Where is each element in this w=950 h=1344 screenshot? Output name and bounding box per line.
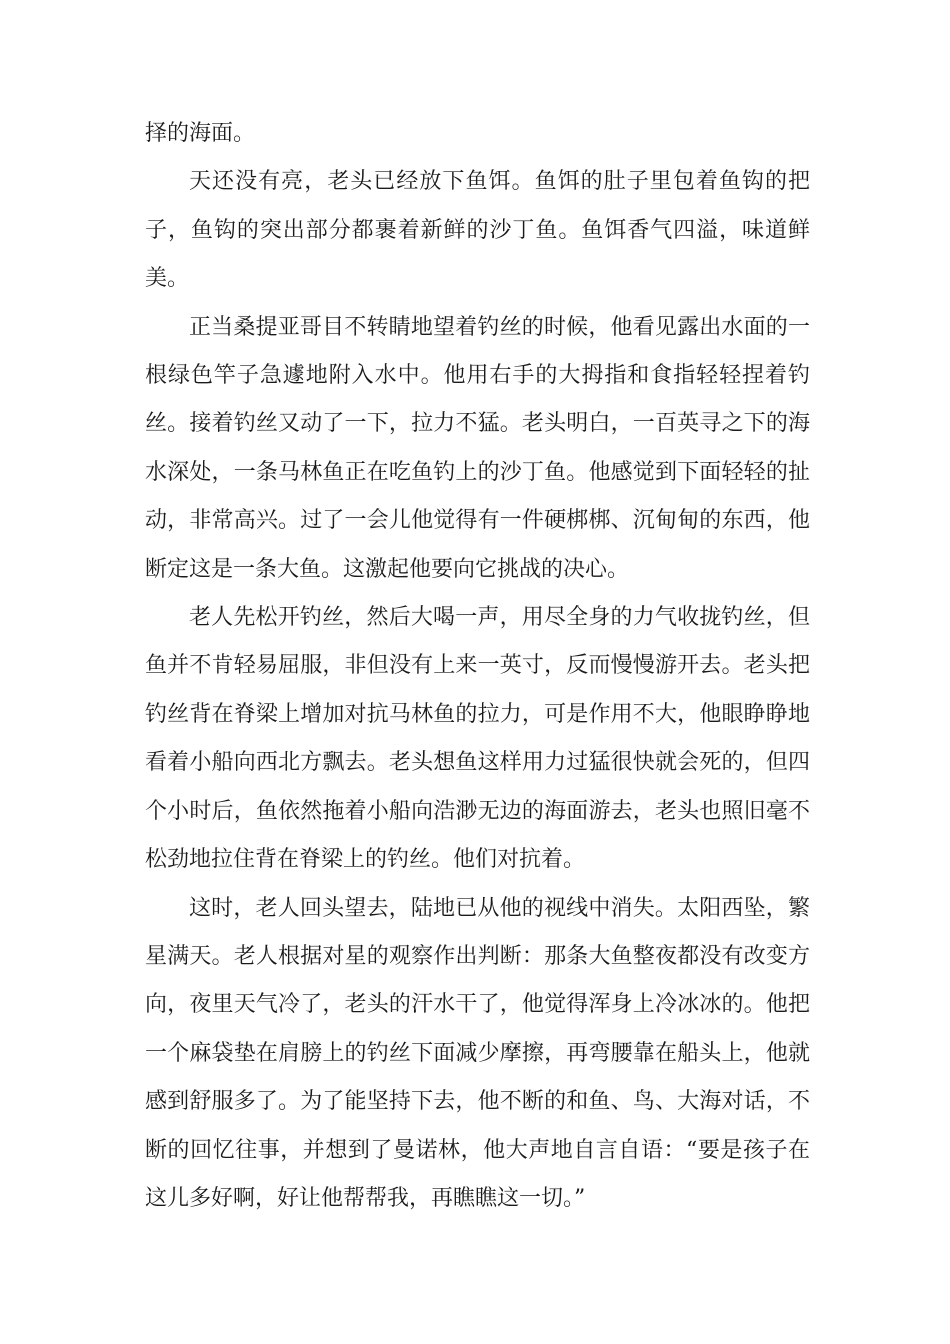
paragraph-struggle: 老人先松开钓丝，然后大喝一声，用尽全身的力气收拢钓丝，但鱼并不肯轻易屈服，非但没有上来一英寸，反而慢慢游开去。老头把钓丝背在脊梁上增加对抗马林鱼的拉力，可是作用不大，他眼睁睁地看着小船向西北方飘去。老头想鱼这样用力过猛很快就会死的，但四个小时后，鱼依然拖着小船向浩渺无边的海面游去，老头也照旧毫不松劲地拉住背在脊梁上的钓丝。他们对抗着。 [145, 605, 810, 873]
paragraph-bite: 正当桑提亚哥目不转睛地望着钓丝的时候，他看见露出水面的一根绿色竿子急遽地附入水中。他用右手的大拇指和食指轻轻捏着钓丝。接着钓丝又动了一下，拉力不猛。老头明白，一百英寻之下的海水深处，一条马林鱼正在吃鱼钓上的沙丁鱼。他感觉到下面轻轻的扯动，非常高兴。过了一会儿他觉得有一件硬梆梆、沉甸甸的东西，他断定这是一条大鱼。这激起他要向它挑战的决心。 [145, 314, 810, 582]
paragraph-continuation: 择的海面。 [145, 121, 256, 146]
document-body [145, 110, 810, 1223]
paragraph-night: 这时，老人回头望去，陆地已从他的视线中消失。太阳西坠，繁星满天。老人根据对星的观察作出判断：那条大鱼整夜都没有改变方向，夜里天气冷了，老头的汗水干了，他觉得浑身上冷冰冰的。他把一个麻袋垫在肩膀上的钓丝下面减少摩擦，再弯腰靠在船头上，他就感到舒服多了。为了能坚持下去，他不断的和鱼、鸟、大海对话，不断的回忆往事，并想到了曼诺林，他大声地自言自语：“要是孩子在这儿多好啊，好让他帮帮我，再瞧瞧这一切。” [145, 895, 810, 1211]
paragraph-bait: 天还没有亮，老头已经放下鱼饵。鱼饵的肚子里包着鱼钩的把子，鱼钩的突出部分都裹着新鲜的沙丁鱼。鱼饵香气四溢，味道鲜美。 [145, 169, 810, 292]
